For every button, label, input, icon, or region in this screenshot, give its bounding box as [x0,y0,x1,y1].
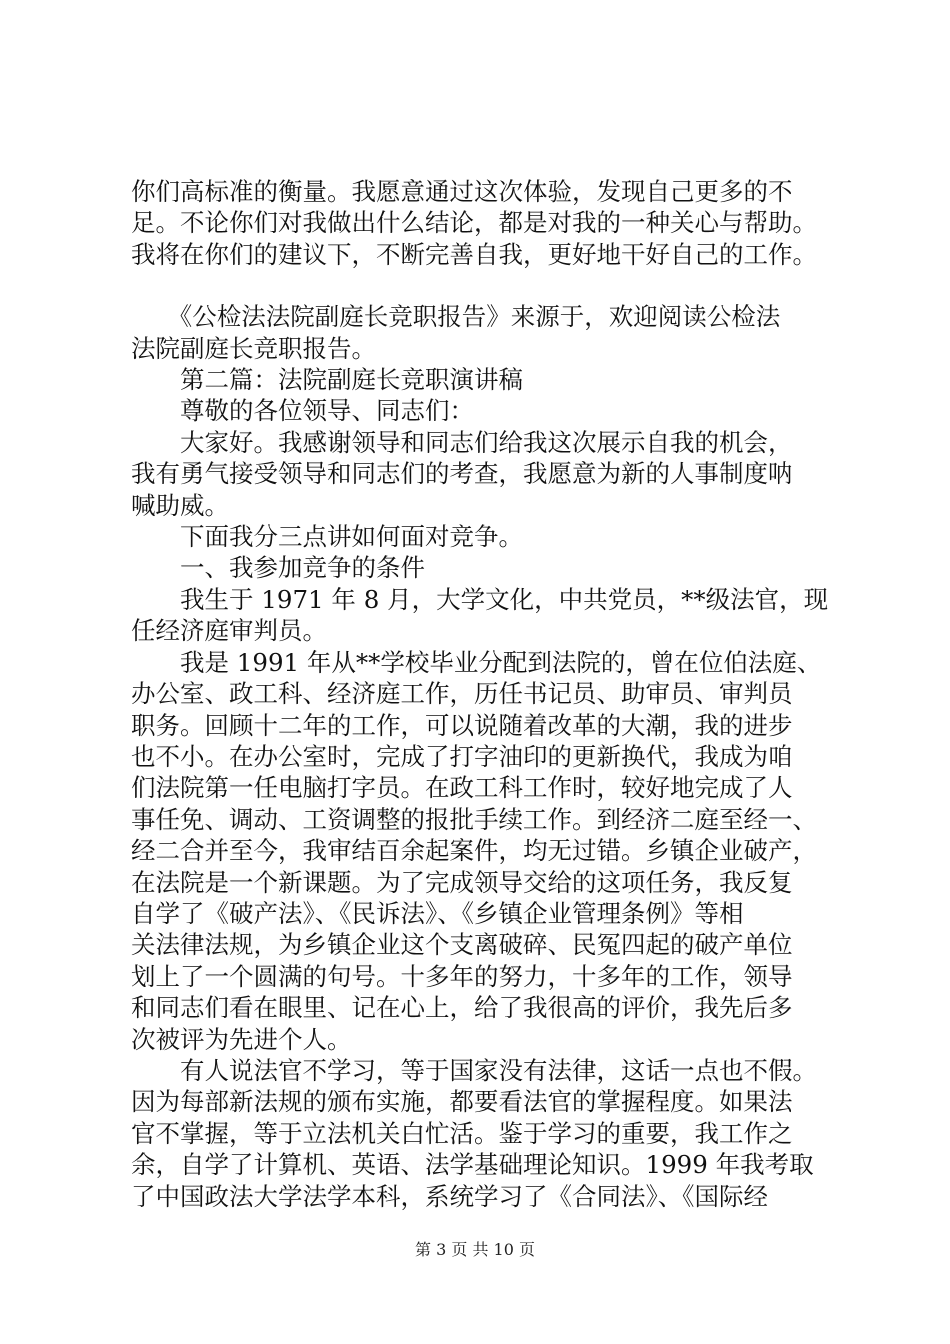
text-line: 划上了一个圆满的句号。十多年的努力，十多年的工作，领导 [131,961,793,991]
text-line: 事任免、调动、工资调整的报批手续工作。到经济二庭至经一、 [131,804,817,834]
section-heading: 第二篇：法院副庭长竞职演讲稿 [131,365,523,395]
text-line: 了中国政法大学法学本科，系统学习了《合同法》、《国际经 [131,1181,768,1211]
text-line: 和同志们看在眼里、记在心上，给了我很高的评价，我先后多 [131,993,793,1023]
text-line: 下面我分三点讲如何面对竞争。 [131,522,523,552]
subsection-heading: 一、我参加竞争的条件 [131,553,425,583]
text-line: 们法院第一任电脑打字员。在政工科工作时，较好地完成了人 [131,773,793,803]
text-line: 经二合并至今，我审结百余起案件，均无过错。乡镇企业破产， [131,836,817,866]
text-line: 次被评为先进个人。 [131,1024,352,1054]
paragraph-gap [131,270,861,301]
text-line: 我将在你们的建议下，不断完善自我，更好地干好自己的工作。 [131,239,817,269]
paragraph-block-top [131,176,861,270]
text-line: 《公检法法院副庭长竞职报告》来源于，欢迎阅读公检法 [131,302,781,332]
text-line: 余，自学了计算机、英语、法学基础理论知识。1999 年我考取 [131,1150,814,1180]
text-line: 法院副庭长竞职报告。 [131,333,376,363]
page-number: 第 3 页 共 10 页 [415,1240,535,1259]
text-line: 因为每部新法规的颁布实施，都要看法官的掌握程度。如果法 [131,1087,793,1117]
text-line: 喊助威。 [131,490,229,520]
text-line: 关法律法规，为乡镇企业这个支离破碎、民冤四起的破产单位 [131,930,793,960]
text-line: 大家好。我感谢领导和同志们给我这次展示自我的机会， [131,427,793,457]
text-line: 有人说法官不学习，等于国家没有法律，这话一点也不假。 [131,1055,817,1085]
text-line: 你们高标准的衡量。我愿意通过这次体验，发现自己更多的不 [131,177,793,206]
text-line: 我生于 1971 年 8 月，大学文化，中共党员，**级法官，现 [131,584,829,614]
text-line: 职务。回顾十二年的工作，可以说随着改革的大潮，我的进步 [131,710,793,740]
text-line: 官不掌握，等于立法机关白忙活。鉴于学习的重要，我工作之 [131,1118,793,1148]
text-line: 足。不论你们对我做出什么结论，都是对我的一种关心与帮助。 [131,208,817,238]
paragraph-block-main [131,301,861,1212]
text-line: 自学了《破产法》、《民诉法》、《乡镇企业管理条例》等相 [131,898,744,928]
page-footer [0,1240,950,1260]
text-line: 办公室、政工科、经济庭工作，历任书记员、助审员、审判员 [131,679,793,709]
text-line: 任经济庭审判员。 [131,616,327,646]
text-line: 也不小。在办公室时，完成了打字油印的更新换代，我成为咱 [131,741,793,771]
salutation: 尊敬的各位领导、同志们： [131,396,474,426]
text-line: 我有勇气接受领导和同志们的考查，我愿意为新的人事制度呐 [131,459,793,489]
text-line: 在法院是一个新课题。为了完成领导交给的这项任务，我反复 [131,867,793,897]
document-body [131,176,861,1212]
text-line: 我是 1991 年从**学校毕业分配到法院的，曾在位伯法庭、 [131,647,822,677]
